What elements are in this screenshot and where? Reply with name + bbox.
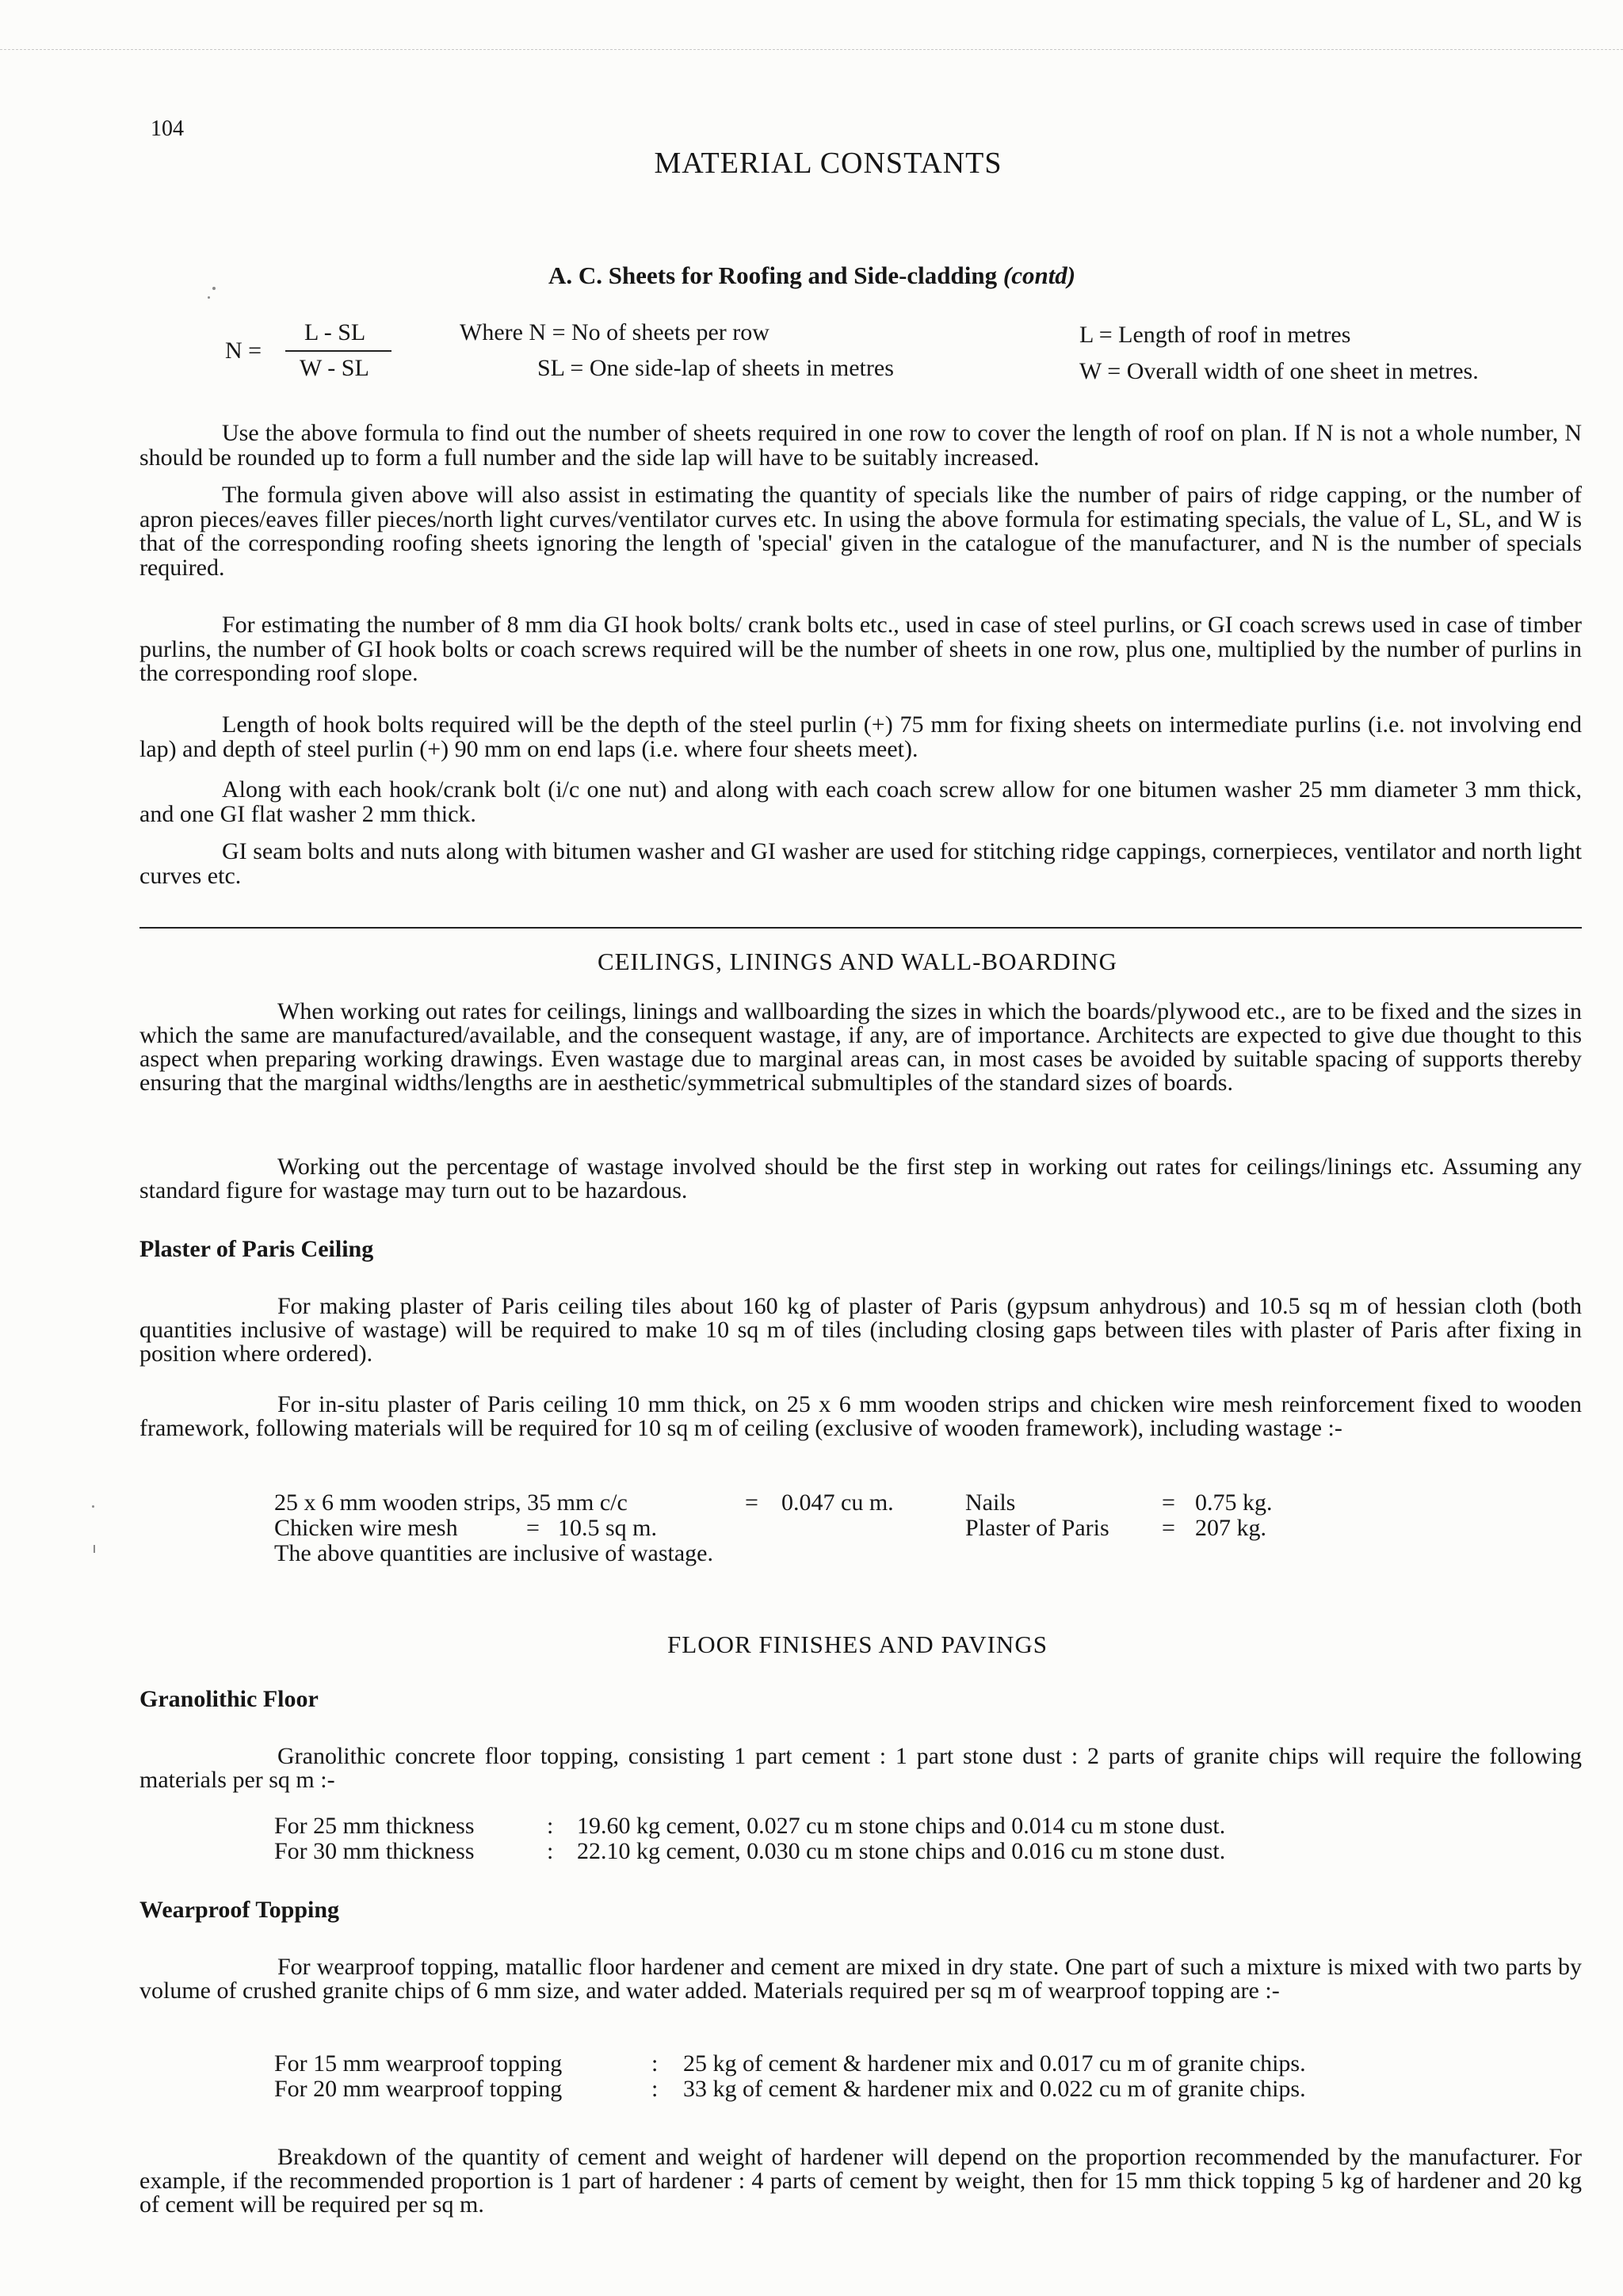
paragraph: Use the above formula to find out the number of sheets required in one row to cover the length of roof on plan. If N is not a whole number, N should be rounded up to form a full number and the side lap will have to be suitably increased. <box>139 420 1582 471</box>
topping-value: 33 kg of cement & hardener mix and 0.022 cu m of granite chips. <box>683 2076 1306 2102</box>
thickness-value: 19.60 kg cement, 0.027 cu m stone chips and 0.014 cu m stone dust. <box>577 1813 1226 1839</box>
formula-lhs: N = <box>225 338 262 364</box>
thickness-sep: : <box>547 1838 554 1864</box>
section-heading-floor-finishes: FLOOR FINISHES AND PAVINGS <box>667 1630 1048 1658</box>
paragraph: Breakdown of the quantity of cement and weight of hardener will depend on the proportion recommended by the manufacturer. For example, if the recommended proportion is 1 part of hardener : 4 parts of cement by weight, then for 15 mm thick topping 5 kg of hardener and 20 kg of cement will be required per sq m. <box>139 2144 1582 2218</box>
formula-where-line2: SL = One side-lap of sheets in metres <box>537 355 894 381</box>
formula-fraction-bar <box>285 350 391 352</box>
subheading-plaster-of-paris: Plaster of Paris Ceiling <box>139 1236 374 1262</box>
page-number: 104 <box>151 116 184 141</box>
subheading-wearproof: Wearproof Topping <box>139 1897 340 1923</box>
material-eq: = <box>526 1515 540 1541</box>
formula-denominator: W - SL <box>300 355 369 381</box>
paragraph: Working out the percentage of wastage involved should be the first step in working out rates for ceilings/linings etc. Assuming any standard figure for wastage may turn out to be hazardous. <box>139 1154 1582 1203</box>
page-title: MATERIAL CONSTANTS <box>654 147 1002 180</box>
scan-speck <box>94 1545 95 1553</box>
paragraph: The formula given above will also assist in estimating the quantity of specials like the number of pairs of ridge capping, or the number of apron pieces/eaves filler pieces/north light curves/ventilator curves etc. In using the above formula for estimating specials, the value of L, SL, and W is that of the corresponding roofing sheets ignoring the length of 'special' given in the catalogue of the manufacturer, and N is the number of specials required. <box>139 482 1582 581</box>
section-heading-ac-sheets <box>548 261 1075 290</box>
material-value: 0.75 kg. <box>1195 1489 1273 1516</box>
topping-label: For 15 mm wearproof topping <box>274 2050 563 2077</box>
section-heading-suffix: (contd) <box>1002 261 1076 289</box>
material-value: 0.047 cu m. <box>781 1489 894 1516</box>
paragraph: For wearproof topping, matallic floor hardener and cement are mixed in dry state. One part of such a mixture is mixed with two parts by volume of crushed granite chips of 6 mm size, and water added. Materials required per sq m of wearproof topping are :- <box>139 1954 1582 2004</box>
material-eq: = <box>1162 1489 1175 1516</box>
thickness-label: For 30 mm thickness <box>274 1838 475 1864</box>
formula-right-line2: W = Overall width of one sheet in metres. <box>1079 358 1479 384</box>
topping-sep: : <box>651 2076 659 2102</box>
materials-note: The above quantities are inclusive of wastage. <box>274 1540 713 1566</box>
section-heading-ceilings: CEILINGS, LININGS AND WALL-BOARDING <box>597 948 1118 975</box>
material-eq: = <box>1162 1515 1175 1541</box>
scan-speck <box>92 1505 94 1508</box>
section-heading-text: A. C. Sheets for Roofing and Side-cladding <box>548 261 998 289</box>
paragraph: Length of hook bolts required will be the depth of the steel purlin (+) 75 mm for fixing sheets on intermediate purlins (i.e. not involving end lap) and depth of steel purlin (+) 90 mm on end laps (i.e. where four sheets meet). <box>139 711 1582 762</box>
formula-where-line1: Where N = No of sheets per row <box>460 319 769 345</box>
material-item: Nails <box>965 1489 1016 1516</box>
topping-label: For 20 mm wearproof topping <box>274 2076 563 2102</box>
topping-value: 25 kg of cement & hardener mix and 0.017 cu m of granite chips. <box>683 2050 1306 2077</box>
thickness-value: 22.10 kg cement, 0.030 cu m stone chips and 0.016 cu m stone dust. <box>577 1838 1226 1864</box>
scan-speck <box>208 296 210 299</box>
material-eq: = <box>745 1489 758 1516</box>
top-scan-edge <box>0 49 1623 50</box>
subheading-granolithic: Granolithic Floor <box>139 1686 319 1712</box>
topping-sep: : <box>651 2050 659 2077</box>
thickness-sep: : <box>547 1813 554 1839</box>
formula-right-line1: L = Length of roof in metres <box>1079 322 1351 348</box>
paragraph: For making plaster of Paris ceiling tiles about 160 kg of plaster of Paris (gypsum anhydrous) and 10.5 sq m of hessian cloth (both quantities inclusive of wastage) will be required to make 10 sq m of tiles (including closing gaps between tiles with plaster of Paris after fixing in position where ordered). <box>139 1293 1582 1367</box>
thickness-label: For 25 mm thickness <box>274 1813 475 1839</box>
material-item: 25 x 6 mm wooden strips, 35 mm c/c <box>274 1489 628 1516</box>
paragraph: Along with each hook/crank bolt (i/c one nut) and along with each coach screw allow for one bitumen washer 25 mm diameter 3 mm thick, and one GI flat washer 2 mm thick. <box>139 776 1582 827</box>
paragraph: Granolithic concrete floor topping, consisting 1 part cement : 1 part stone dust : 2 parts of granite chips will require the following materials per sq m :- <box>139 1743 1582 1793</box>
scan-speck <box>212 287 216 290</box>
section-divider <box>139 927 1582 929</box>
paragraph: When working out rates for ceilings, linings and wallboarding the sizes in which the boards/plywood etc., are to be fixed and the sizes in which the same are manufactured/available, and the consequent wastage, if any, are of importance. Architects are expected to give due thought to this aspect when preparing working drawings. Even wastage due to marginal areas can, in most cases be avoided by suitable spacing of supports thereby ensuring that the marginal widths/lengths are in aesthetic/symmetrical submultiples of the standard sizes of boards. <box>139 998 1582 1096</box>
material-value: 10.5 sq m. <box>558 1515 658 1541</box>
paragraph: For estimating the number of 8 mm dia GI hook bolts/ crank bolts etc., used in case of steel purlins, or GI coach screws used in case of timber purlins, the number of GI hook bolts or coach screws required will be the number of sheets in one row, plus one, multiplied by the number of purlins in the corresponding roof slope. <box>139 612 1582 686</box>
paragraph: GI seam bolts and nuts along with bitumen washer and GI washer are used for stitching ridge cappings, cornerpieces, ventilator and north light curves etc. <box>139 838 1582 889</box>
material-value: 207 kg. <box>1195 1515 1266 1541</box>
material-item: Chicken wire mesh <box>274 1515 458 1541</box>
material-item: Plaster of Paris <box>965 1515 1109 1541</box>
paragraph: For in-situ plaster of Paris ceiling 10 mm thick, on 25 x 6 mm wooden strips and chicken wire mesh reinforcement fixed to wooden framework, following materials will be required for 10 sq m of ceiling (exclusive of wooden framework), including wastage :- <box>139 1391 1582 1441</box>
formula-numerator: L - SL <box>304 319 366 345</box>
